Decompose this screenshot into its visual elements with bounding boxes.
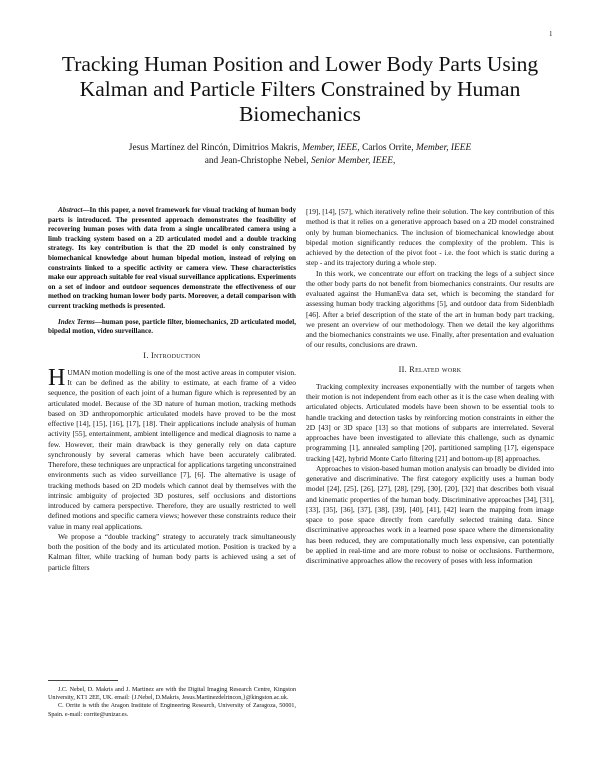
abstract-text: —In this paper, a novel framework for visual tracking of human body parts is introduced. The presented approach demonstrates the feasibility of recovering human poses with data from a single uncalibrated camera using a limb tracking system based on a 2D articulated model and a double tracking strategy. Its key contribution is that the 2D model is only constrained by biomechanical knowledge about human bipedal motion, instead of relying on constraints linked to a specific activity or camera view. These characteristics make our approach suitable for real visual surveillance applications. Experiments on a set of indoor and outdoor sequences demonstrate the effectiveness of our method on tracking human lower body parts. Moreover, a detail comparison with current tracking methods is presented. bbox=[48, 206, 296, 310]
author-names: and Jean-Christophe Nebel, bbox=[204, 156, 311, 166]
footnote-2: C. Orrite is with the Aragon Institute of Engineering Research, University of Zaragoza, 50001, Spain. e-mail: corrite@unizar.es. bbox=[48, 703, 296, 718]
footnotes bbox=[48, 680, 296, 719]
intro-text: motion modelling is one of the most active areas in computer vision. It can be defined as the ability to estimate, at each frame of a video sequence, the position of each joint of a human figure which is represented by an articulated model. Because of the 3D nature of human motion, tracking methods based on 3D anthropomorphic articulated models have proved to be the most effective [14], [15], [16], [17], [18]. Their applications include analysis of human activity [55], entertainment, ambient intelligence and medical diagnosis to name a few. However, their main drawback is they generally rely on data capture synchronously by several cameras which have been accurately calibrated. Therefore, these techniques are unpractical for applications targeting unconstrained environments such as video surveillance [7], [6]. The alternative is usage of tracking methods based on 2D models which cannot deal by themselves with the intrinsic ambiguity of projected 3D postures, self occlusions and distortions introduced by camera perspective. Therefore, they are usually restricted to well defined motions and specific camera views; however these constraints reduce their value in many real applications. bbox=[48, 367, 297, 531]
author-names: Jesus Martínez del Rincón, Dimitrios Makris, bbox=[128, 143, 303, 153]
author-separator: , Carlos Orrite, bbox=[357, 143, 416, 153]
author-role: Member, IEEE bbox=[416, 143, 472, 153]
index-terms-text: —human pose, particle filter, biomechanics, 2D articulated model, bipedal motion, video surveillance. bbox=[48, 317, 297, 336]
abstract bbox=[48, 206, 296, 312]
related-work-paragraph-1: Tracking complexity increases exponentially with the number of targets when their motion is not independent from each other as it is the case when dealing with articulated objects. Articulated models have been shown to be essential tools to handle tracking and detection tasks by reinforcing motion constraints in either the 2D [43] or 3D space [13] so that motions of subparts are interrelated. Several approaches have been investigated to alleviate this challenge, such as dynamic programming [1], annealed sampling [20], partitioned sampling [17], eigenspace tracking [42], hybrid Monte Carlo filtering [21] and bottom-up [8] approaches. bbox=[306, 381, 554, 463]
author-line-1 bbox=[50, 142, 550, 155]
author-line-2 bbox=[50, 155, 550, 168]
right-column bbox=[306, 207, 554, 566]
section-heading-introduction: I. Introduction bbox=[143, 350, 201, 360]
index-terms-label: Index Terms bbox=[58, 317, 95, 326]
intro-first-word: UMAN bbox=[67, 367, 91, 377]
author-block bbox=[50, 142, 550, 168]
footnote-1: J.C. Nebel, D. Makris and J. Martinez are with the Digital Imaging Research Centre, Kingston University, KT1 2EE, UK. email: {J.Nebel, D.Makris, Jesus.Martinezdelrincon,}@kingston.ac.uk. bbox=[48, 687, 296, 702]
related-work-paragraph-2: Approaches to vision-based human motion analysis can broadly be divided into generative and discriminative. The first category explicitly uses a human body model [24], [25], [26], [27], [28], [29], [30], [20], [32] that describes both visual and kinematic properties of the human body. Discriminative approaches [34], [31], [33], [35], [36], [37], [38], [39], [40], [41], [42] learn the mapping from image space to pose space directly from carefully selected training data. Since discriminative approaches work in a learned pose space where the dimensionality has been reduced, they are computationally much less expensive, can potentially be applied in real-time and are more robust to noise or occlusions. Furthermore, discriminative approaches allow the recovery of poses with less information bbox=[306, 463, 554, 565]
intro-continued-paragraph: [19], [14], [57], which iteratively refine their solution. The key contribution of this method is that it relies on a generative approach based on a 2D model constrained only by human biomechanics. The inclusion of biomechanical knowledge about bipedal motion significantly reduces the complexity of the problem. This is achieved by the detection of the pivot foot - i.e. the foot which is static during a step - and its trajectory during a whole step. bbox=[306, 207, 554, 268]
author-role: Member, IEEE bbox=[302, 143, 358, 153]
left-column bbox=[48, 206, 296, 573]
page-number: 1 bbox=[549, 30, 553, 38]
abstract-label: Abstract bbox=[58, 206, 83, 214]
intro-paragraph-2: We propose a “double tracking” strategy to accurately track simultaneously both the position of the body and its articulated motion. Position is tracked by a Kalman filter, while tracking of human body parts is achieved using a set of particle filters bbox=[48, 531, 296, 572]
footnote-rule bbox=[48, 680, 118, 681]
index-terms bbox=[48, 318, 296, 337]
intro-paragraph bbox=[48, 364, 297, 532]
section-heading-related-work: II. Related work bbox=[398, 364, 462, 374]
intro-paragraph-3: In this work, we concentrate our effort on tracking the legs of a subject since the other body parts do not benefit from biomechanics constraints. Our results are evaluated against the HumanEva data set, which is becoming the standard for assessing human body tracking algorithms [5], and outdoor data from Sidenbladh [46]. After a brief description of the state of the art in human body part tracking, we present an overview of our methodology. Then we detail the key algorithms and the biomechanics constraints we use. Finally, after presentation and evaluation of our results, conclusions are drawn. bbox=[306, 268, 554, 350]
author-role: Senior Member, IEEE, bbox=[310, 156, 396, 166]
drop-cap: H bbox=[48, 364, 66, 391]
paper-title: Tracking Human Position and Lower Body Parts Using Kalman and Particle Filters Constrained by Human Biomechanics bbox=[61, 52, 539, 126]
